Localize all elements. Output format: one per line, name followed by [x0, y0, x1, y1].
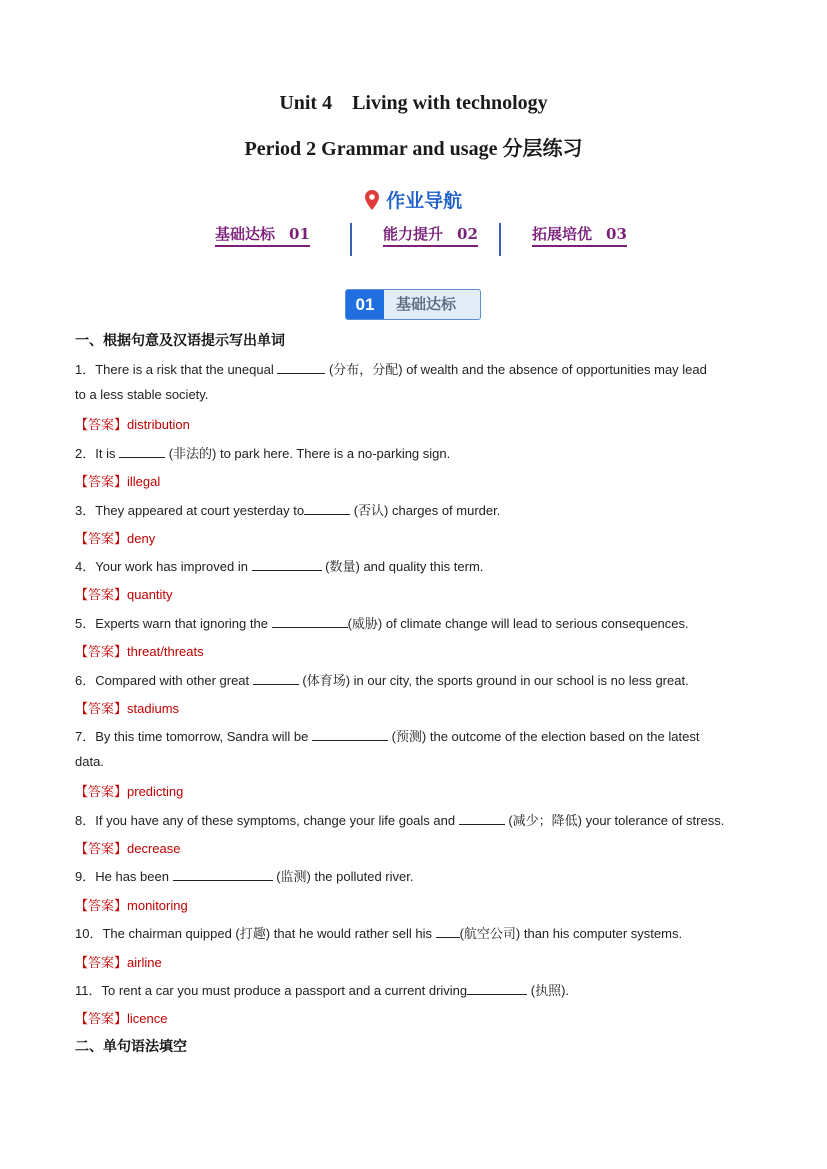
answer-value: monitoring	[127, 898, 188, 913]
answer-value: airline	[127, 955, 162, 970]
section-2-title: 二、单句语法填空	[75, 1038, 187, 1054]
question-3	[75, 500, 775, 519]
answer-label: 【答案】	[75, 587, 128, 602]
answer-7	[75, 781, 183, 800]
answer-value: distribution	[127, 417, 190, 432]
question-6	[75, 670, 775, 689]
question-text: (非法的) to park here. There is a no-parking sign.	[165, 446, 451, 461]
question-1	[75, 359, 775, 378]
answer-8	[75, 838, 181, 857]
answer-label: 【答案】	[75, 531, 128, 546]
nav-link-label: 拓展培优	[532, 225, 593, 243]
question-text: (否认) charges of murder.	[350, 503, 501, 518]
question-text: (威胁) of climate change will lead to serious consequences.	[347, 616, 689, 631]
location-pin-icon	[365, 190, 379, 210]
question-text: 5．Experts warn that ignoring the	[75, 616, 272, 631]
answer-blank[interactable]	[173, 868, 273, 881]
question-8	[75, 810, 775, 829]
question-7-continuation: data.	[75, 754, 104, 769]
nav-link-num: 02	[457, 225, 478, 243]
answer-value: deny	[127, 531, 156, 546]
answer-1	[75, 414, 190, 433]
title-line-1: Unit 4 Living with technology	[279, 92, 548, 114]
nav-link-label: 基础达标	[215, 225, 276, 243]
answer-label: 【答案】	[75, 841, 128, 856]
homework-nav-label: 作业导航	[386, 191, 463, 212]
question-text: 7．By this time tomorrow, Sandra will be	[75, 729, 312, 744]
question-text: 4．Your work has improved in	[75, 559, 252, 574]
answer-blank[interactable]	[459, 812, 505, 825]
question-text: (体育场) in our city, the sports ground in our school is no less great.	[298, 673, 689, 688]
section-badge-label: 基础达标	[396, 296, 457, 313]
homework-nav	[0, 223, 827, 257]
nav-link-improve[interactable]	[383, 223, 478, 247]
answer-blank[interactable]	[277, 361, 325, 374]
answer-value: illegal	[127, 474, 161, 489]
question-5	[75, 613, 775, 632]
question-text: 11．To rent a car you must produce a passport and a current driving	[75, 983, 468, 998]
question-text: 8．If you have any of these symptoms, change your life goals and	[75, 813, 459, 828]
question-text: (分布，分配) of wealth and the absence of opportunities may lead	[325, 362, 707, 377]
answer-label: 【答案】	[75, 784, 128, 799]
answer-label: 【答案】	[75, 644, 128, 659]
answer-3	[75, 528, 155, 547]
question-text: 6．Compared with other great	[75, 673, 253, 688]
answer-value: stadiums	[127, 701, 180, 716]
answer-label: 【答案】	[75, 898, 128, 913]
answer-5	[75, 641, 204, 660]
answer-9	[75, 895, 188, 914]
answer-10	[75, 952, 162, 971]
answer-value: licence	[127, 1011, 168, 1026]
answer-blank[interactable]	[467, 982, 527, 995]
answer-label: 【答案】	[75, 1011, 128, 1026]
section-badge	[345, 289, 481, 320]
question-2	[75, 443, 775, 462]
question-text: (航空公司) than his computer systems.	[459, 926, 683, 941]
section-badge-number: 01	[346, 290, 384, 319]
question-11	[75, 980, 775, 999]
answer-4	[75, 584, 173, 603]
question-text: 10．The chairman quipped (打趣) that he would rather sell his	[75, 926, 436, 941]
question-text: 1．There is a risk that the unequal	[75, 362, 278, 377]
question-1-continuation: to a less stable society.	[75, 387, 209, 402]
title-line-2: Period 2 Grammar and usage 分层练习	[244, 138, 583, 160]
question-text: (数量) and quality this term.	[321, 559, 484, 574]
question-text: (预测) the outcome of the election based on the latest	[387, 729, 700, 744]
answer-label: 【答案】	[75, 955, 128, 970]
answer-label: 【答案】	[75, 474, 128, 489]
answer-value: quantity	[127, 587, 173, 602]
answer-blank[interactable]	[304, 502, 350, 515]
answer-value: threat/threats	[127, 644, 204, 659]
nav-link-label: 能力提升	[383, 225, 444, 243]
question-4	[75, 556, 775, 575]
question-7	[75, 726, 775, 745]
nav-link-extend[interactable]	[532, 223, 627, 247]
nav-link-num: 01	[289, 225, 310, 243]
answer-blank[interactable]	[253, 672, 299, 685]
answer-2	[75, 471, 160, 490]
homework-nav-header	[0, 186, 827, 213]
answer-value: decrease	[127, 841, 181, 856]
answer-11	[75, 1008, 167, 1027]
nav-link-basic[interactable]	[215, 223, 310, 247]
question-text: 2．It is	[75, 446, 120, 461]
question-text: (减少；降低) your tolerance of stress.	[504, 813, 725, 828]
answer-blank[interactable]	[436, 925, 460, 938]
answer-6	[75, 698, 179, 717]
question-10	[75, 923, 775, 942]
answer-value: predicting	[127, 784, 184, 799]
answer-label: 【答案】	[75, 701, 128, 716]
answer-blank[interactable]	[119, 445, 165, 458]
answer-blank[interactable]	[252, 558, 322, 571]
question-9	[75, 866, 775, 885]
question-text: 3．They appeared at court yesterday to	[75, 503, 305, 518]
nav-divider	[499, 223, 501, 256]
question-text: 9．He has been	[75, 869, 173, 884]
nav-link-num: 03	[606, 225, 627, 243]
answer-blank[interactable]	[272, 615, 348, 628]
question-text: (执照).	[527, 983, 570, 998]
nav-divider	[350, 223, 352, 256]
answer-blank[interactable]	[312, 728, 388, 741]
question-text: (监测) the polluted river.	[272, 869, 414, 884]
section-1-title: 一、根据句意及汉语提示写出单词	[75, 332, 285, 348]
answer-label: 【答案】	[75, 417, 128, 432]
